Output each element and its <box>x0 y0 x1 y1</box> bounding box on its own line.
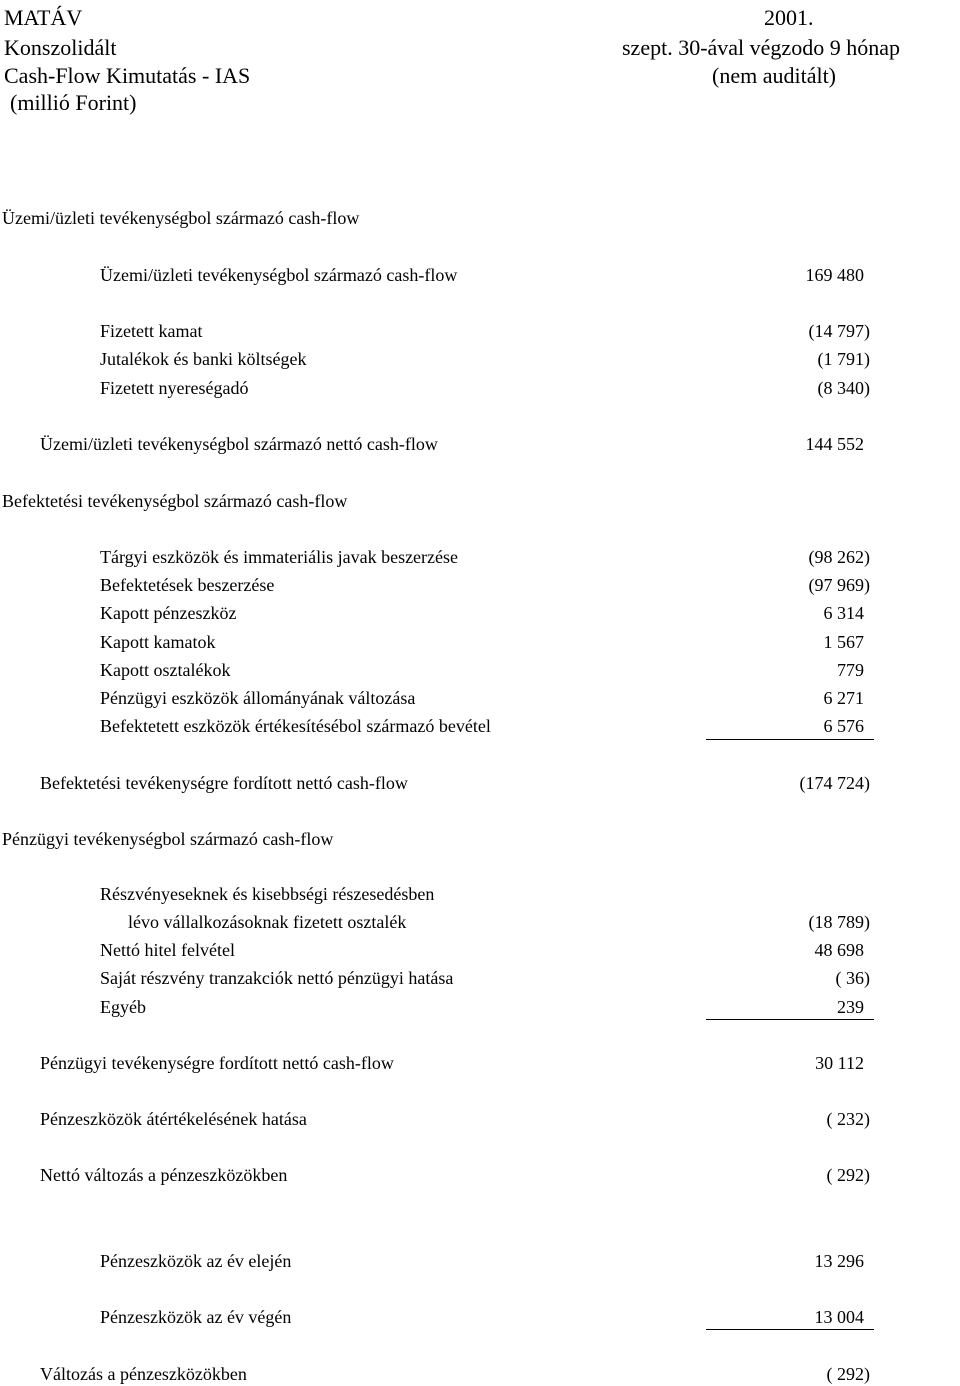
statement-title: Cash-Flow Kimutatás - IAS <box>4 63 251 88</box>
investing-net-label: Befektetési tevékenységre fordított nettó cash-flow <box>40 773 408 793</box>
fx-effect-value: ( 232) <box>826 1109 870 1129</box>
treasury-shares-value: ( 36) <box>835 968 870 988</box>
investing-net-value: (174 724) <box>799 773 870 793</box>
interest-paid-value: (14 797) <box>808 321 870 341</box>
unit-label: (millió Forint) <box>10 90 137 115</box>
net-loans-value: 48 698 <box>814 940 864 960</box>
dividends-paid-value: (18 789) <box>808 912 870 932</box>
financing-net-label: Pénzügyi tevékenységre fordított nettó cash-flow <box>40 1053 394 1073</box>
financial-assets-change-value: 6 271 <box>823 688 864 708</box>
cash-received-value: 6 314 <box>823 603 864 623</box>
cash-received-label: Kapott pénzeszköz <box>100 603 237 623</box>
period-label: szept. 30-ával végzodo 9 hónap <box>622 35 900 60</box>
investments-value: (97 969) <box>808 575 870 595</box>
opening-cash-label: Pénzeszközök az év elején <box>100 1251 292 1271</box>
treasury-shares-label: Saját részvény tranzakciók nettó pénzügyi hatása <box>100 968 454 988</box>
interest-received-label: Kapott kamatok <box>100 632 216 652</box>
capex-value: (98 262) <box>808 547 870 567</box>
commissions-label: Jutalékok és banki költségek <box>100 349 307 369</box>
net-change-label: Nettó változás a pénzeszközökben <box>40 1165 288 1185</box>
operating-net-value: 144 552 <box>805 434 864 454</box>
closing-cash-rule <box>706 1329 874 1330</box>
cash-change-value: ( 292) <box>826 1364 870 1384</box>
investing-subtotal-rule <box>706 739 874 740</box>
opening-cash-value: 13 296 <box>814 1251 864 1271</box>
operating-net-label: Üzemi/üzleti tevékenységbol származó nettó cash-flow <box>40 434 438 454</box>
interest-paid-label: Fizetett kamat <box>100 321 203 341</box>
investments-label: Befektetések beszerzése <box>100 575 275 595</box>
financing-net-value: 30 112 <box>815 1053 864 1073</box>
financing-heading: Pénzügyi tevékenységbol származó cash-flow <box>2 829 334 849</box>
closing-cash-label: Pénzeszközök az év végén <box>100 1307 292 1327</box>
financing-subtotal-rule <box>706 1019 874 1020</box>
dividends-paid-label-line2: lévo vállalkozásoknak fizetett osztalék <box>128 912 407 932</box>
tax-paid-label: Fizetett nyereségadó <box>100 378 249 398</box>
report-year: 2001. <box>764 5 814 30</box>
dividends-received-value: 779 <box>837 660 864 680</box>
tax-paid-value: (8 340) <box>817 378 870 398</box>
audit-note: (nem auditált) <box>712 63 837 88</box>
operating-cash-flow-value: 169 480 <box>805 265 864 285</box>
capex-label: Tárgyi eszközök és immateriális javak beszerzése <box>100 547 459 567</box>
cash-change-label: Változás a pénzeszközökben <box>40 1364 247 1384</box>
interest-received-value: 1 567 <box>823 632 864 652</box>
operating-cash-flow-label: Üzemi/üzleti tevékenységbol származó cash-flow <box>100 265 458 285</box>
consolidated-label: Konszolidált <box>4 35 117 60</box>
dividends-paid-label-line1: Részvényeseknek és kisebbségi részesedésben <box>100 884 435 904</box>
commissions-value: (1 791) <box>817 349 870 369</box>
asset-sales-label: Befektetett eszközök értékesítésébol származó bevétel <box>100 716 491 736</box>
financial-assets-change-label: Pénzügyi eszközök állományának változása <box>100 688 416 708</box>
other-financing-label: Egyéb <box>100 997 146 1017</box>
closing-cash-value: 13 004 <box>814 1307 864 1327</box>
asset-sales-value: 6 576 <box>823 716 864 736</box>
investing-heading: Befektetési tevékenységbol származó cash-flow <box>2 491 348 511</box>
net-loans-label: Nettó hitel felvétel <box>100 940 235 960</box>
other-financing-value: 239 <box>837 997 864 1017</box>
fx-effect-label: Pénzeszközök átértékelésének hatása <box>40 1109 307 1129</box>
dividends-received-label: Kapott osztalékok <box>100 660 231 680</box>
net-change-value: ( 292) <box>826 1165 870 1185</box>
company-name: MATÁV <box>4 5 83 30</box>
operating-heading: Üzemi/üzleti tevékenységbol származó cash-flow <box>2 208 360 228</box>
